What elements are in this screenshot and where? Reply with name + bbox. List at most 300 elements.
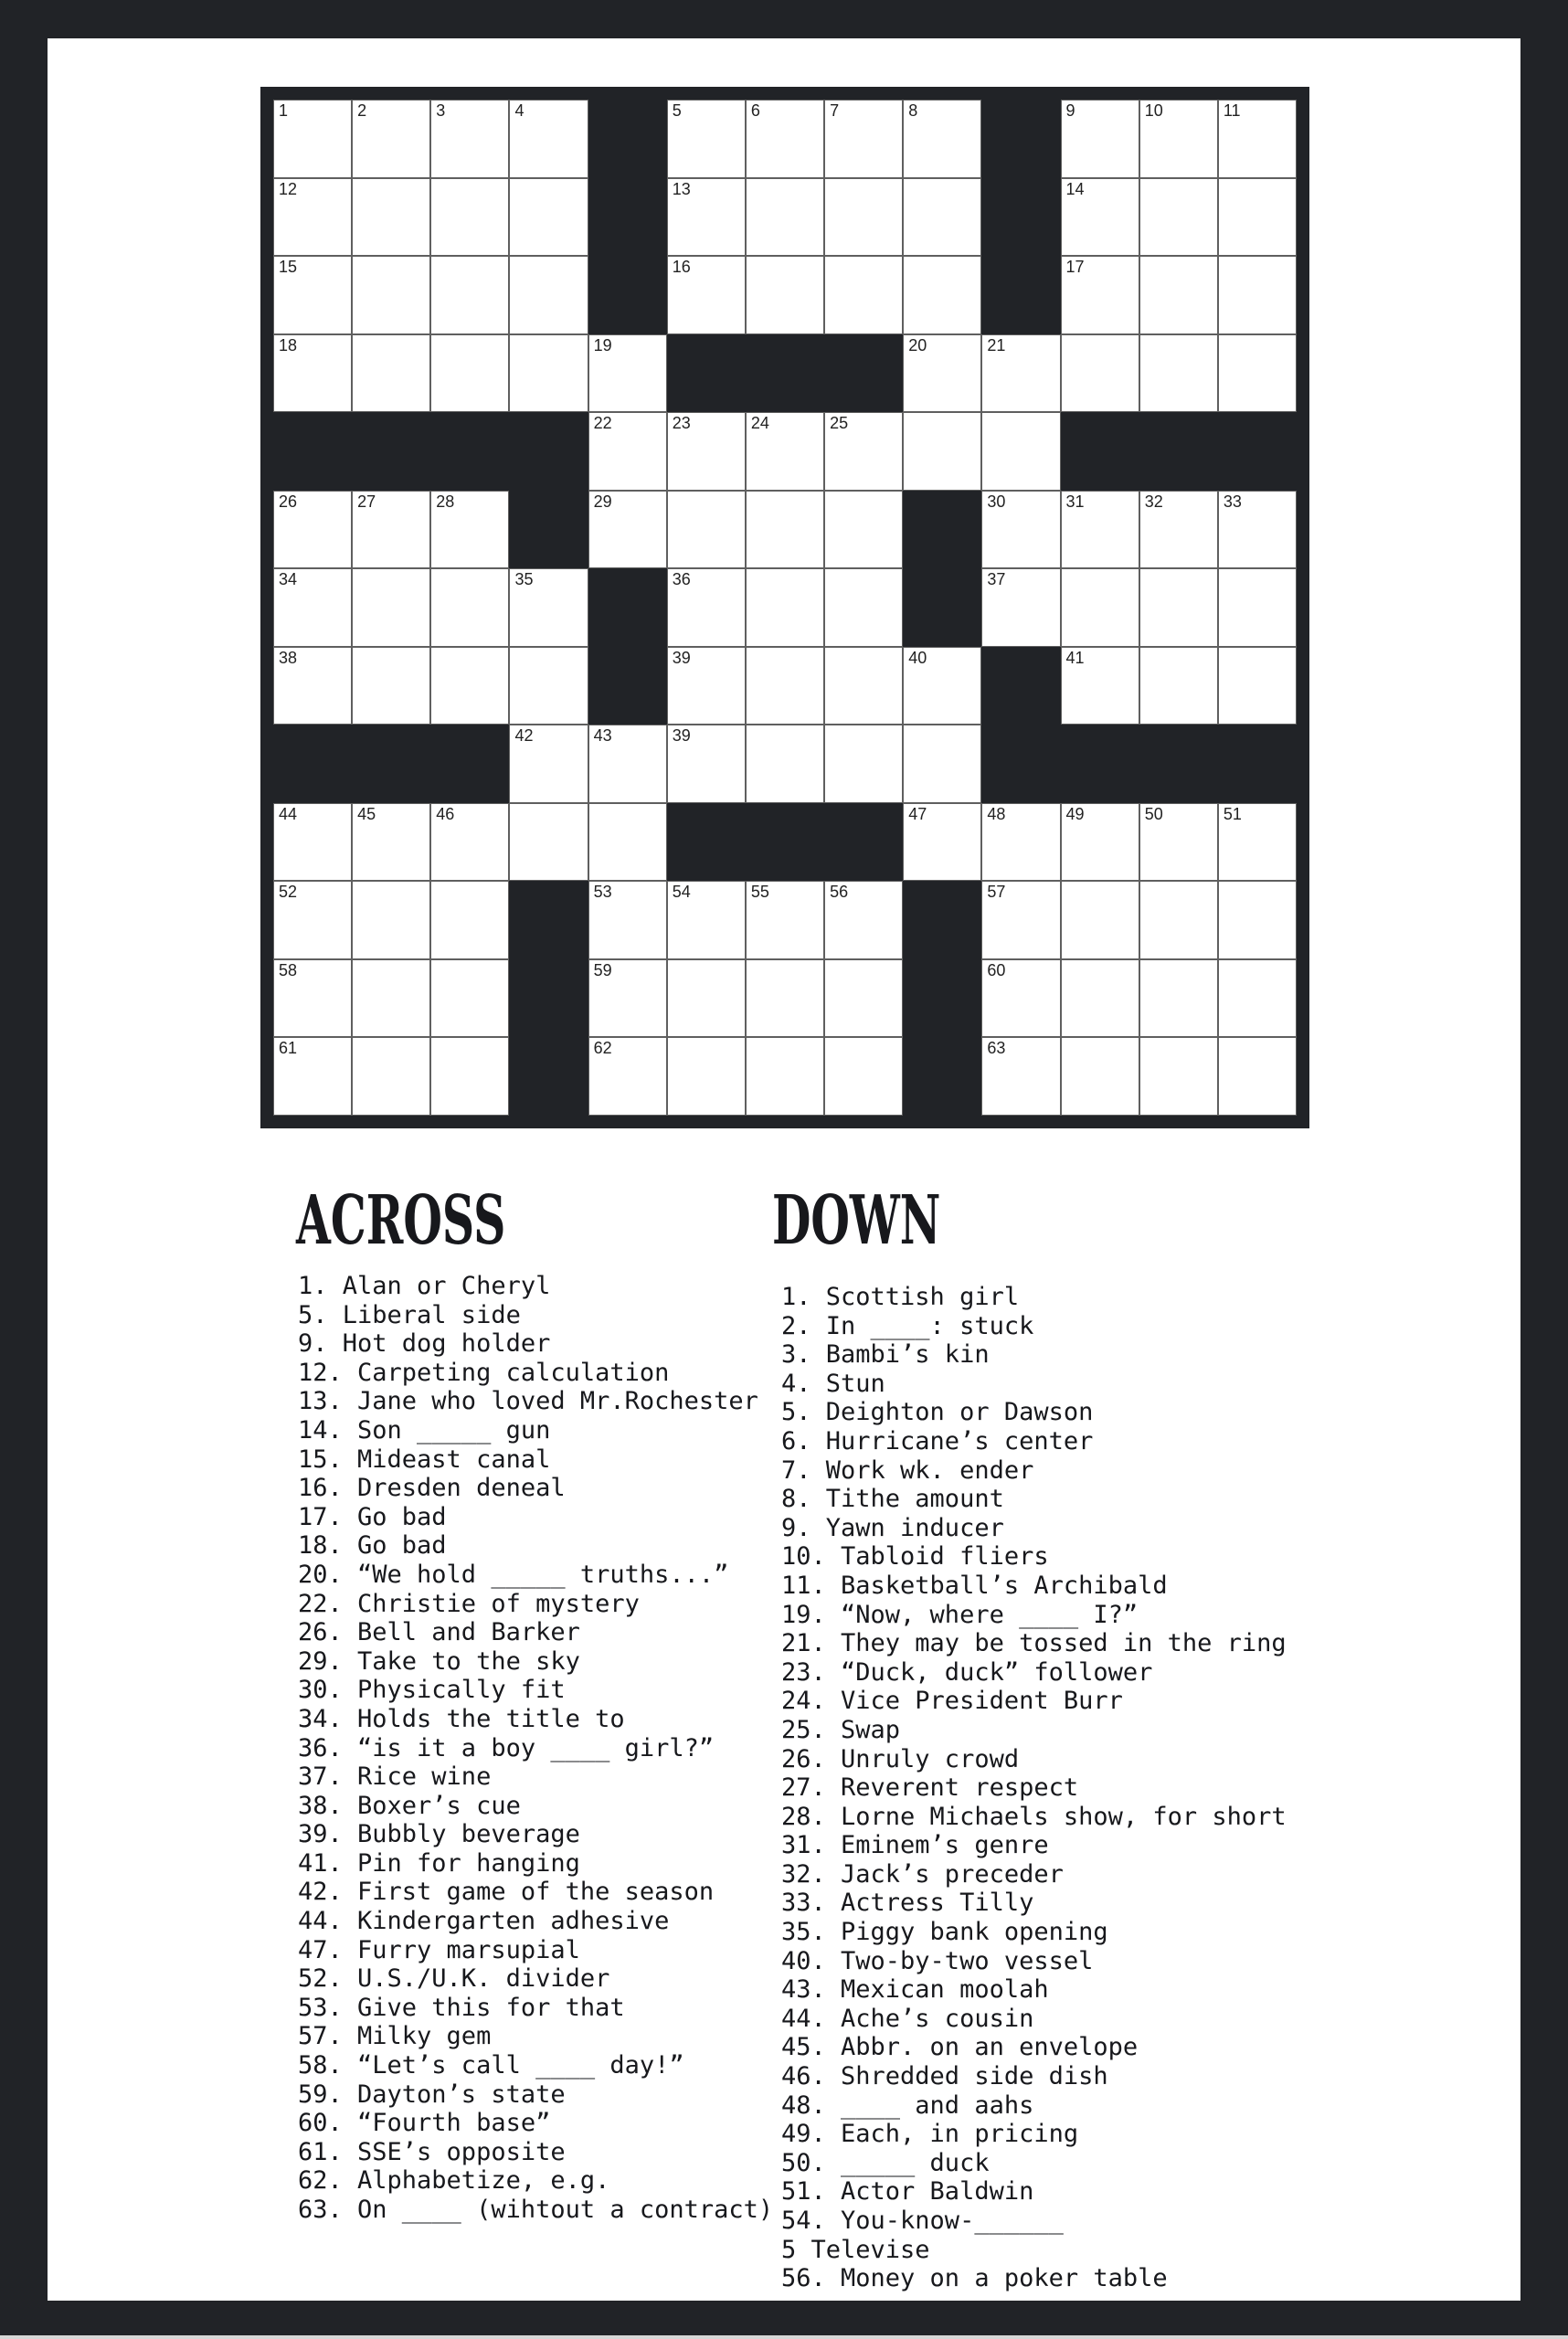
black-cell [352, 412, 430, 491]
black-cell [588, 178, 667, 257]
black-cell [746, 334, 824, 413]
grid-cell[interactable] [903, 647, 981, 725]
grid-cell[interactable] [352, 334, 430, 413]
down-clue: 48. ____ and aahs [781, 2090, 1034, 2120]
grid-cell[interactable] [981, 803, 1060, 882]
down-clue-list [781, 1283, 1287, 2293]
cell-number: 26 [279, 492, 298, 511]
cell-number: 28 [436, 492, 455, 511]
grid-cell[interactable] [588, 725, 667, 803]
across-clue: 39. Bubbly beverage [298, 1820, 580, 1849]
cell-number: 10 [1144, 101, 1163, 120]
black-cell [824, 334, 903, 413]
cell-number: 58 [279, 960, 298, 979]
down-clue: 45. Abbr. on an envelope [781, 2033, 1139, 2062]
across-clue: 59. Dayton’s state [298, 2080, 566, 2109]
grid-cell[interactable] [746, 959, 824, 1038]
black-cell [509, 1037, 588, 1116]
grid-cell[interactable] [1218, 881, 1297, 959]
black-cell [509, 412, 588, 491]
grid-cell[interactable] [824, 725, 903, 803]
across-clue: 26. Bell and Barker [298, 1618, 580, 1647]
down-clue: 24. Vice President Burr [781, 1687, 1123, 1716]
down-clue: 26. Unruly crowd [781, 1744, 1020, 1773]
cell-number: 48 [987, 804, 1006, 823]
cell-number: 51 [1223, 804, 1242, 823]
grid-cell[interactable] [509, 568, 588, 647]
cell-number: 32 [1144, 492, 1163, 511]
across-clue: 60. “Fourth base” [298, 2109, 551, 2138]
grid-cell[interactable] [1139, 491, 1218, 569]
grid-cell[interactable] [509, 334, 588, 413]
down-clue: 51. Actor Baldwin [781, 2177, 1034, 2207]
screen-edge-artifact [0, 2335, 1568, 2339]
black-cell [430, 412, 509, 491]
grid-cell[interactable] [430, 881, 509, 959]
cell-number: 25 [830, 414, 849, 433]
black-cell [588, 647, 667, 725]
grid-cell[interactable] [1061, 803, 1139, 882]
grid-cell[interactable] [1061, 334, 1139, 413]
grid-cell[interactable] [352, 959, 430, 1038]
black-cell [588, 568, 667, 647]
down-clue: 28. Lorne Michaels show, for short [781, 1802, 1287, 1831]
black-cell [1061, 725, 1139, 803]
across-clue: 22. Christie of mystery [298, 1589, 640, 1618]
cell-number: 18 [279, 335, 298, 355]
grid-cell[interactable] [509, 725, 588, 803]
grid-cell[interactable] [1218, 178, 1297, 257]
cell-number: 5 [672, 101, 682, 120]
grid-cell[interactable] [1061, 178, 1139, 257]
across-clue: 13. Jane who loved Mr.Rochester [298, 1387, 758, 1416]
grid-cell[interactable] [588, 491, 667, 569]
grid-cell[interactable] [903, 334, 981, 413]
cell-number: 43 [593, 726, 612, 746]
cell-number: 11 [1223, 101, 1241, 120]
grid-cell[interactable] [273, 334, 352, 413]
grid-cell[interactable] [903, 256, 981, 334]
across-clue: 53. Give this for that [298, 1993, 625, 2022]
grid-cell[interactable] [1139, 803, 1218, 882]
grid-cell[interactable] [509, 803, 588, 882]
grid-cell[interactable] [273, 491, 352, 569]
grid-cell[interactable] [746, 100, 824, 178]
grid-cell[interactable] [273, 568, 352, 647]
cell-number: 57 [987, 883, 1006, 902]
cell-number: 4 [514, 101, 524, 120]
black-cell [1218, 725, 1297, 803]
cell-number: 40 [908, 648, 927, 667]
grid-cell[interactable] [667, 725, 746, 803]
grid-cell[interactable] [667, 568, 746, 647]
cell-number: 20 [908, 335, 927, 355]
grid-cell[interactable] [1139, 568, 1218, 647]
grid-cell[interactable] [667, 491, 746, 569]
cell-number: 37 [987, 570, 1006, 589]
grid-cell[interactable] [588, 412, 667, 491]
grid-cell[interactable] [667, 881, 746, 959]
down-clue: 25. Swap [781, 1715, 901, 1744]
cell-number: 60 [987, 960, 1006, 979]
cell-number: 45 [357, 804, 376, 823]
down-clue: 10. Tabloid fliers [781, 1542, 1049, 1572]
cell-number: 39 [672, 648, 691, 667]
grid-cell[interactable] [903, 412, 981, 491]
grid-cell[interactable] [746, 412, 824, 491]
cell-number: 8 [908, 101, 918, 120]
black-cell [903, 491, 981, 569]
grid-cell[interactable] [824, 256, 903, 334]
cell-number: 47 [908, 804, 927, 823]
cell-number: 53 [593, 883, 612, 902]
across-clue: 17. Go bad [298, 1502, 447, 1531]
grid-cell[interactable] [430, 256, 509, 334]
grid-cell[interactable] [352, 178, 430, 257]
grid-cell[interactable] [1218, 647, 1297, 725]
across-clue: 36. “is it a boy ____ girl?” [298, 1733, 715, 1762]
grid-cell[interactable] [824, 959, 903, 1038]
grid-cell[interactable] [430, 959, 509, 1038]
grid-cell[interactable] [430, 491, 509, 569]
grid-cell[interactable] [981, 959, 1060, 1038]
grid-cell[interactable] [273, 100, 352, 178]
grid-cell[interactable] [1218, 100, 1297, 178]
across-clue: 16. Dresden deneal [298, 1474, 566, 1503]
cell-number: 24 [750, 414, 769, 433]
grid-cell[interactable] [746, 178, 824, 257]
across-clue: 34. Holds the title to [298, 1704, 625, 1733]
down-clue: 3. Bambi’s kin [781, 1340, 990, 1370]
grid-cell[interactable] [1139, 959, 1218, 1038]
grid-cell[interactable] [430, 803, 509, 882]
down-clue: 46. Shredded side dish [781, 2062, 1108, 2091]
across-clue: 44. Kindergarten adhesive [298, 1907, 670, 1936]
cell-number: 54 [672, 883, 691, 902]
grid-cell[interactable] [352, 491, 430, 569]
cell-number: 9 [1065, 101, 1075, 120]
grid-cell[interactable] [1218, 256, 1297, 334]
black-cell [1139, 725, 1218, 803]
cell-number: 22 [593, 414, 612, 433]
grid-cell[interactable] [430, 100, 509, 178]
black-cell [509, 959, 588, 1038]
grid-cell[interactable] [509, 100, 588, 178]
across-clue: 29. Take to the sky [298, 1646, 580, 1676]
grid-cell[interactable] [903, 725, 981, 803]
grid-cell[interactable] [1061, 568, 1139, 647]
across-clue: 62. Alphabetize, e.g. [298, 2166, 610, 2196]
grid-cell[interactable] [1139, 647, 1218, 725]
down-clue: 23. “Duck, duck” follower [781, 1657, 1153, 1687]
across-clue: 61. SSE’s opposite [298, 2137, 566, 2166]
black-cell [1139, 412, 1218, 491]
grid-cell[interactable] [1061, 1037, 1139, 1116]
across-clue: 1. Alan or Cheryl [298, 1272, 551, 1300]
grid-cell[interactable] [588, 334, 667, 413]
cell-number: 61 [279, 1039, 298, 1058]
cell-number: 13 [672, 179, 691, 198]
grid-cell[interactable] [1218, 959, 1297, 1038]
down-clue: 11. Basketball’s Archibald [781, 1571, 1168, 1600]
across-clue: 52. U.S./U.K. divider [298, 1964, 610, 1994]
grid-cell[interactable] [273, 256, 352, 334]
crossword-grid [273, 100, 1297, 1116]
cell-number: 41 [1065, 648, 1085, 667]
grid-cell[interactable] [824, 412, 903, 491]
grid-cell[interactable] [746, 568, 824, 647]
grid-cell[interactable] [824, 178, 903, 257]
cell-number: 27 [357, 492, 376, 511]
grid-cell[interactable] [1061, 647, 1139, 725]
grid-cell[interactable] [667, 178, 746, 257]
grid-cell[interactable] [981, 881, 1060, 959]
down-clue: 21. They may be tossed in the ring [781, 1629, 1287, 1658]
grid-cell[interactable] [1218, 803, 1297, 882]
grid-cell[interactable] [1061, 100, 1139, 178]
grid-cell[interactable] [903, 100, 981, 178]
grid-cell[interactable] [824, 568, 903, 647]
cell-number: 31 [1065, 492, 1085, 511]
cell-number: 2 [357, 101, 367, 120]
grid-cell[interactable] [1139, 256, 1218, 334]
grid-cell[interactable] [1218, 1037, 1297, 1116]
grid-cell[interactable] [824, 647, 903, 725]
cell-number: 21 [987, 335, 1006, 355]
grid-cell[interactable] [273, 959, 352, 1038]
grid-cell[interactable] [1139, 334, 1218, 413]
black-cell [667, 803, 746, 882]
cell-number: 46 [436, 804, 455, 823]
black-cell [824, 803, 903, 882]
grid-cell[interactable] [1061, 881, 1139, 959]
down-heading: DOWN [772, 1181, 941, 1260]
cell-number: 3 [436, 101, 446, 120]
cell-number: 1 [279, 101, 289, 120]
cell-number: 50 [1144, 804, 1163, 823]
black-cell [352, 725, 430, 803]
grid-cell[interactable] [588, 959, 667, 1038]
grid-cell[interactable] [273, 881, 352, 959]
black-cell [903, 881, 981, 959]
cell-number: 15 [279, 258, 298, 277]
black-cell [588, 256, 667, 334]
grid-cell[interactable] [667, 1037, 746, 1116]
grid-cell[interactable] [667, 647, 746, 725]
cell-number: 56 [830, 883, 849, 902]
grid-cell[interactable] [352, 647, 430, 725]
grid-cell[interactable] [1218, 491, 1297, 569]
down-clue: 50. _____ duck [781, 2148, 990, 2177]
cell-number: 6 [750, 101, 760, 120]
down-clue: 27. Reverent respect [781, 1773, 1079, 1803]
across-clue: 57. Milky gem [298, 2022, 492, 2051]
across-heading: ACROSS [296, 1181, 506, 1260]
grid-cell[interactable] [273, 178, 352, 257]
grid-cell[interactable] [588, 881, 667, 959]
grid-cell[interactable] [1061, 491, 1139, 569]
across-clue: 9. Hot dog holder [298, 1329, 551, 1359]
black-cell [981, 647, 1060, 725]
across-clue-list [298, 1272, 773, 2225]
grid-cell[interactable] [981, 568, 1060, 647]
black-cell [588, 100, 667, 178]
down-clue: 19. “Now, where ____ I?” [781, 1600, 1139, 1629]
grid-cell[interactable] [273, 803, 352, 882]
across-clue: 18. Go bad [298, 1531, 447, 1561]
down-clue: 40. Two-by-two vessel [781, 1946, 1094, 1975]
down-clue: 44. Ache’s cousin [781, 2004, 1034, 2033]
down-clue: 7. Work wk. ender [781, 1455, 1034, 1485]
grid-cell[interactable] [903, 803, 981, 882]
grid-cell[interactable] [746, 647, 824, 725]
grid-cell[interactable] [509, 647, 588, 725]
grid-cell[interactable] [746, 1037, 824, 1116]
grid-cell[interactable] [588, 803, 667, 882]
grid-cell[interactable] [509, 178, 588, 257]
across-clue: 41. Pin for hanging [298, 1848, 580, 1878]
black-cell [903, 1037, 981, 1116]
black-cell [509, 881, 588, 959]
grid-cell[interactable] [273, 647, 352, 725]
cell-number: 52 [279, 883, 298, 902]
cell-number: 34 [279, 570, 298, 589]
down-clue: 33. Actress Tilly [781, 1889, 1034, 1918]
cell-number: 17 [1065, 258, 1085, 277]
black-cell [430, 725, 509, 803]
cell-number: 49 [1065, 804, 1085, 823]
grid-cell[interactable] [667, 100, 746, 178]
grid-cell[interactable] [352, 568, 430, 647]
grid-cell[interactable] [667, 256, 746, 334]
down-clue: 35. Piggy bank opening [781, 1918, 1108, 1947]
grid-cell[interactable] [1139, 1037, 1218, 1116]
cell-number: 14 [1065, 179, 1085, 198]
grid-cell[interactable] [746, 256, 824, 334]
down-clue: 8. Tithe amount [781, 1485, 1004, 1514]
grid-cell[interactable] [746, 725, 824, 803]
grid-cell[interactable] [430, 1037, 509, 1116]
grid-cell[interactable] [746, 491, 824, 569]
grid-cell[interactable] [1061, 256, 1139, 334]
across-clue: 15. Mideast canal [298, 1445, 551, 1474]
black-cell [746, 803, 824, 882]
grid-cell[interactable] [981, 412, 1060, 491]
grid-cell[interactable] [1139, 178, 1218, 257]
cell-number: 23 [672, 414, 691, 433]
grid-cell[interactable] [746, 881, 824, 959]
black-cell [903, 959, 981, 1038]
puzzle-page [48, 38, 1520, 2301]
grid-cell[interactable] [1061, 959, 1139, 1038]
down-clue: 4. Stun [781, 1369, 885, 1398]
grid-cell[interactable] [1139, 881, 1218, 959]
grid-cell[interactable] [824, 1037, 903, 1116]
grid-cell[interactable] [352, 256, 430, 334]
down-clue: 5. Deighton or Dawson [781, 1398, 1094, 1427]
cell-number: 42 [514, 726, 534, 746]
grid-cell[interactable] [352, 1037, 430, 1116]
across-clue: 42. First game of the season [298, 1878, 715, 1907]
grid-cell[interactable] [588, 1037, 667, 1116]
cell-number: 12 [279, 179, 298, 198]
grid-cell[interactable] [1139, 100, 1218, 178]
black-cell [981, 178, 1060, 257]
down-clue: 1. Scottish girl [781, 1283, 1020, 1311]
across-clue: 20. “We hold _____ truths...” [298, 1560, 729, 1589]
cell-number: 29 [593, 492, 612, 511]
down-clue: 5 Televise [781, 2235, 930, 2264]
cell-number: 7 [830, 101, 840, 120]
across-clue: 38. Boxer’s cue [298, 1791, 521, 1820]
down-clue: 54. You-know-______ [781, 2207, 1064, 2235]
grid-cell[interactable] [981, 491, 1060, 569]
cell-number: 30 [987, 492, 1006, 511]
grid-cell[interactable] [981, 334, 1060, 413]
cell-number: 33 [1223, 492, 1242, 511]
grid-cell[interactable] [981, 1037, 1060, 1116]
across-clue: 63. On ____ (wihtout a contract) [298, 2196, 774, 2224]
grid-cell[interactable] [430, 568, 509, 647]
black-cell [1218, 412, 1297, 491]
grid-cell[interactable] [824, 100, 903, 178]
cell-number: 62 [593, 1039, 612, 1058]
black-cell [667, 334, 746, 413]
grid-cell[interactable] [667, 959, 746, 1038]
grid-cell[interactable] [430, 178, 509, 257]
black-cell [903, 568, 981, 647]
grid-cell[interactable] [667, 412, 746, 491]
grid-cell[interactable] [1218, 334, 1297, 413]
cell-number: 44 [279, 804, 298, 823]
grid-cell[interactable] [824, 881, 903, 959]
grid-cell[interactable] [509, 256, 588, 334]
crossword-grid-frame [260, 87, 1309, 1128]
black-cell [509, 491, 588, 569]
cell-number: 55 [750, 883, 769, 902]
across-clue: 14. Son _____ gun [298, 1415, 551, 1445]
cell-number: 63 [987, 1039, 1006, 1058]
down-clue: 9. Yawn inducer [781, 1513, 1004, 1542]
down-clue: 49. Each, in pricing [781, 2120, 1079, 2149]
cell-number: 35 [514, 570, 534, 589]
grid-cell[interactable] [352, 881, 430, 959]
grid-cell[interactable] [1218, 568, 1297, 647]
cell-number: 38 [279, 648, 298, 667]
across-clue: 5. Liberal side [298, 1300, 521, 1329]
grid-cell[interactable] [352, 100, 430, 178]
cell-number: 36 [672, 570, 691, 589]
grid-cell[interactable] [824, 491, 903, 569]
grid-cell[interactable] [273, 1037, 352, 1116]
grid-cell[interactable] [430, 647, 509, 725]
black-cell [273, 725, 352, 803]
grid-cell[interactable] [903, 178, 981, 257]
black-cell [981, 725, 1060, 803]
grid-cell[interactable] [430, 334, 509, 413]
across-clue: 47. Furry marsupial [298, 1935, 580, 1964]
black-cell [981, 256, 1060, 334]
down-clue: 32. Jack’s preceder [781, 1859, 1064, 1889]
down-clue: 31. Eminem’s genre [781, 1831, 1049, 1860]
across-clue: 30. Physically fit [298, 1676, 566, 1705]
cell-number: 19 [593, 335, 612, 355]
cell-number: 59 [593, 960, 612, 979]
down-clue: 6. Hurricane’s center [781, 1426, 1094, 1455]
cell-number: 16 [672, 258, 691, 277]
down-clue: 56. Money on a poker table [781, 2264, 1168, 2293]
grid-cell[interactable] [352, 803, 430, 882]
